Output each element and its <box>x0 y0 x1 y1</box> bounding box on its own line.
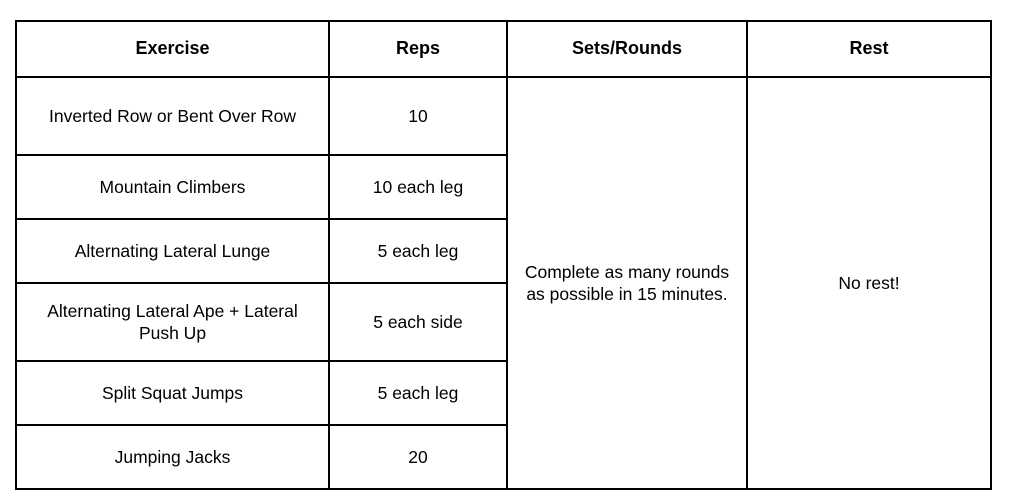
exercise-reps: 5 each side <box>329 283 507 361</box>
exercise-reps: 10 <box>329 77 507 155</box>
rest-note: No rest! <box>747 77 991 489</box>
exercise-name: Inverted Row or Bent Over Row <box>16 77 329 155</box>
exercise-name: Mountain Climbers <box>16 155 329 219</box>
exercise-reps: 5 each leg <box>329 361 507 425</box>
workout-table-wrapper <box>15 20 990 490</box>
exercise-name: Alternating Lateral Ape + Lateral Push Up <box>16 283 329 361</box>
exercise-name: Alternating Lateral Lunge <box>16 219 329 283</box>
exercise-name: Jumping Jacks <box>16 425 329 489</box>
workout-table <box>15 20 992 490</box>
table-body <box>16 77 991 489</box>
column-header-sets-rounds: Sets/Rounds <box>507 21 747 77</box>
exercise-reps: 5 each leg <box>329 219 507 283</box>
exercise-name: Split Squat Jumps <box>16 361 329 425</box>
table-row <box>16 77 991 155</box>
table-header-row <box>16 21 991 77</box>
column-header-exercise: Exercise <box>16 21 329 77</box>
exercise-reps: 20 <box>329 425 507 489</box>
exercise-reps: 10 each leg <box>329 155 507 219</box>
column-header-reps: Reps <box>329 21 507 77</box>
column-header-rest: Rest <box>747 21 991 77</box>
sets-rounds-note: Complete as many rounds as possible in 15 minutes. <box>507 77 747 489</box>
table-header <box>16 21 991 77</box>
